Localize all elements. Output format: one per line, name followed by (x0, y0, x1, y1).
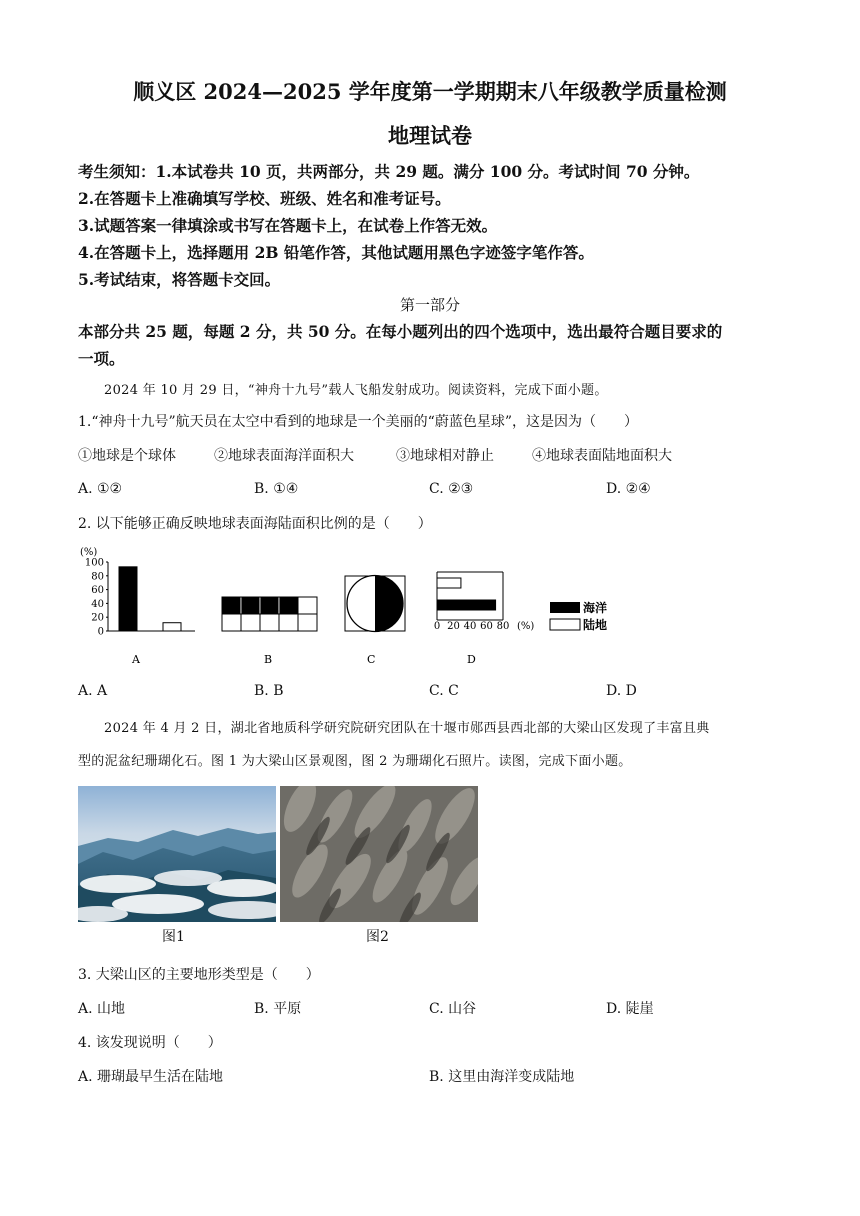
q1-option-d[interactable]: D. ②④ (606, 481, 651, 497)
figure-d-tick-label: 0 (433, 621, 441, 632)
q2-option-d[interactable]: D. D (606, 683, 637, 699)
figure-a-tick-label: 80 (91, 571, 104, 583)
figure-c-sea-slice (375, 576, 403, 632)
mountain-landscape-photo (78, 786, 276, 922)
q2-option-b[interactable]: B. B (254, 683, 284, 699)
figure-a-tick-label: 100 (84, 557, 104, 569)
question-1-stem: 1.“神舟十九号”航天员在太空中看到的地球是一个美丽的“蔚蓝色星球”，这是因为（ ） (78, 414, 638, 430)
figure-d-unit: (%) (517, 621, 535, 632)
figure-c-pie (345, 576, 405, 632)
notice-line-1: 考生须知：1.本试卷共 10 页，共两部分，共 29 题。满分 100 分。考试时间 70 分钟。 (78, 162, 700, 181)
figure-b-cell (260, 614, 279, 631)
legend-sea-label: 海洋 (583, 601, 608, 615)
passage-daliang-1: 2024 年 4 月 2 日，湖北省地质科学研究院研究团队在十堰市郧西县西北部的大梁山区发现了丰富且典 (104, 721, 710, 736)
q1-option-b[interactable]: B. ①④ (254, 481, 299, 497)
q4-option-b[interactable]: B. 这里由海洋变成陆地 (429, 1069, 575, 1085)
part1-intro: 本部分共 25 题，每题 2 分，共 50 分。在每小题列出的四个选项中，选出最符合题目要求的 (78, 322, 723, 341)
coral-fossil-photo (280, 786, 478, 922)
part1-intro-cont: 一项。 (78, 349, 125, 368)
figure-a-sea-bar (119, 567, 137, 631)
figure-b-cell (241, 614, 260, 631)
figure-label-d: D (467, 653, 476, 666)
figure-b-cell (222, 597, 241, 614)
figure-d-sea-bar (437, 600, 496, 610)
question-4-stem: 4. 该发现说明（ ） (78, 1035, 222, 1051)
page-subtitle: 地理试卷 (388, 123, 472, 148)
part1-heading: 第一部分 (399, 296, 460, 314)
figure-d-tick-label: 60 (480, 621, 493, 632)
q1-statement-4: ④地球表面陆地面积大 (532, 448, 672, 464)
figure-b-cell (298, 614, 317, 631)
q3-option-b[interactable]: B. 平原 (254, 1001, 302, 1017)
figure-a-bar-chart (80, 547, 195, 638)
figure-d-tick-label: 40 (463, 621, 477, 632)
notice-line-4: 4.在答题卡上，选择题用 2B 铅笔作答，其他试题用黑色字迹签字笔作答。 (78, 243, 594, 262)
figure-a-tick-label: 40 (91, 598, 104, 610)
legend-land-swatch (550, 619, 580, 630)
figure-b-cell (298, 597, 317, 614)
figure-b-cell (241, 597, 260, 614)
q3-option-a[interactable]: A. 山地 (78, 1001, 126, 1017)
figure-b-grid (222, 597, 317, 631)
legend-sea-swatch (550, 602, 580, 613)
figure-label-c: C (367, 653, 376, 666)
figure-d-tick-label: 20 (447, 621, 460, 632)
figure-legend (550, 600, 607, 632)
figure-1-caption: 图1 (162, 929, 185, 945)
figure-b-cell (260, 597, 279, 614)
figure-b-cell (279, 614, 298, 631)
q4-option-a[interactable]: A. 珊瑚最早生活在陆地 (78, 1069, 224, 1085)
legend-land-label: 陆地 (583, 618, 608, 632)
figure-b-cell (279, 597, 298, 614)
notice-line-2: 2.在答题卡上准确填写学校、班级、姓名和准考证号。 (78, 189, 451, 208)
figure-label-a: A (132, 653, 140, 666)
q3-option-c[interactable]: C. 山谷 (429, 1001, 477, 1017)
figure-a-unit: (%) (80, 547, 98, 558)
q1-statement-3: ③地球相对静止 (396, 448, 494, 464)
figure-2-caption: 图2 (366, 929, 389, 945)
q1-statement-2: ②地球表面海洋面积大 (214, 448, 354, 464)
figure-label-b: B (264, 653, 273, 666)
figure-a-tick-label: 0 (97, 626, 104, 638)
figure-a-tick-label: 20 (91, 612, 104, 624)
question-2-stem: 2. 以下能够正确反映地球表面海陆面积比例的是（ ） (78, 516, 432, 532)
figure-d-tick-label: 80 (496, 621, 510, 632)
q1-statement-1: ①地球是个球体 (78, 448, 176, 464)
figure-a-land-bar (163, 623, 181, 631)
q3-option-d[interactable]: D. 陡崖 (606, 1001, 654, 1017)
question-3-stem: 3. 大梁山区的主要地形类型是（ ） (78, 967, 320, 983)
page-title: 顺义区 2024—2025 学年度第一学期期末八年级教学质量检测 (133, 79, 727, 104)
q1-option-a[interactable]: A. ①② (78, 481, 123, 497)
figure-d-land-bar (437, 578, 461, 588)
notice-line-5: 5.考试结束，将答题卡交回。 (78, 270, 281, 289)
q2-option-c[interactable]: C. C (429, 683, 459, 699)
notice-line-3: 3.试题答案一律填涂或书写在答题卡上，在试卷上作答无效。 (78, 216, 498, 235)
q2-option-a[interactable]: A. A (78, 683, 108, 699)
figure-a-tick-label: 60 (91, 585, 104, 597)
figure-d-hbar-chart (434, 572, 535, 632)
passage-shenzhou: 2024 年 10 月 29 日，“神舟十九号”载人飞船发射成功。阅读资料，完成下面小题。 (104, 383, 608, 398)
figure-b-cell (222, 614, 241, 631)
passage-daliang-2: 型的泥盆纪珊瑚化石。图 1 为大梁山区景观图，图 2 为珊瑚化石照片。读图，完成下面小题。 (78, 754, 632, 769)
q1-option-c[interactable]: C. ②③ (429, 481, 474, 497)
sea-land-ratio-figure (70, 540, 630, 670)
